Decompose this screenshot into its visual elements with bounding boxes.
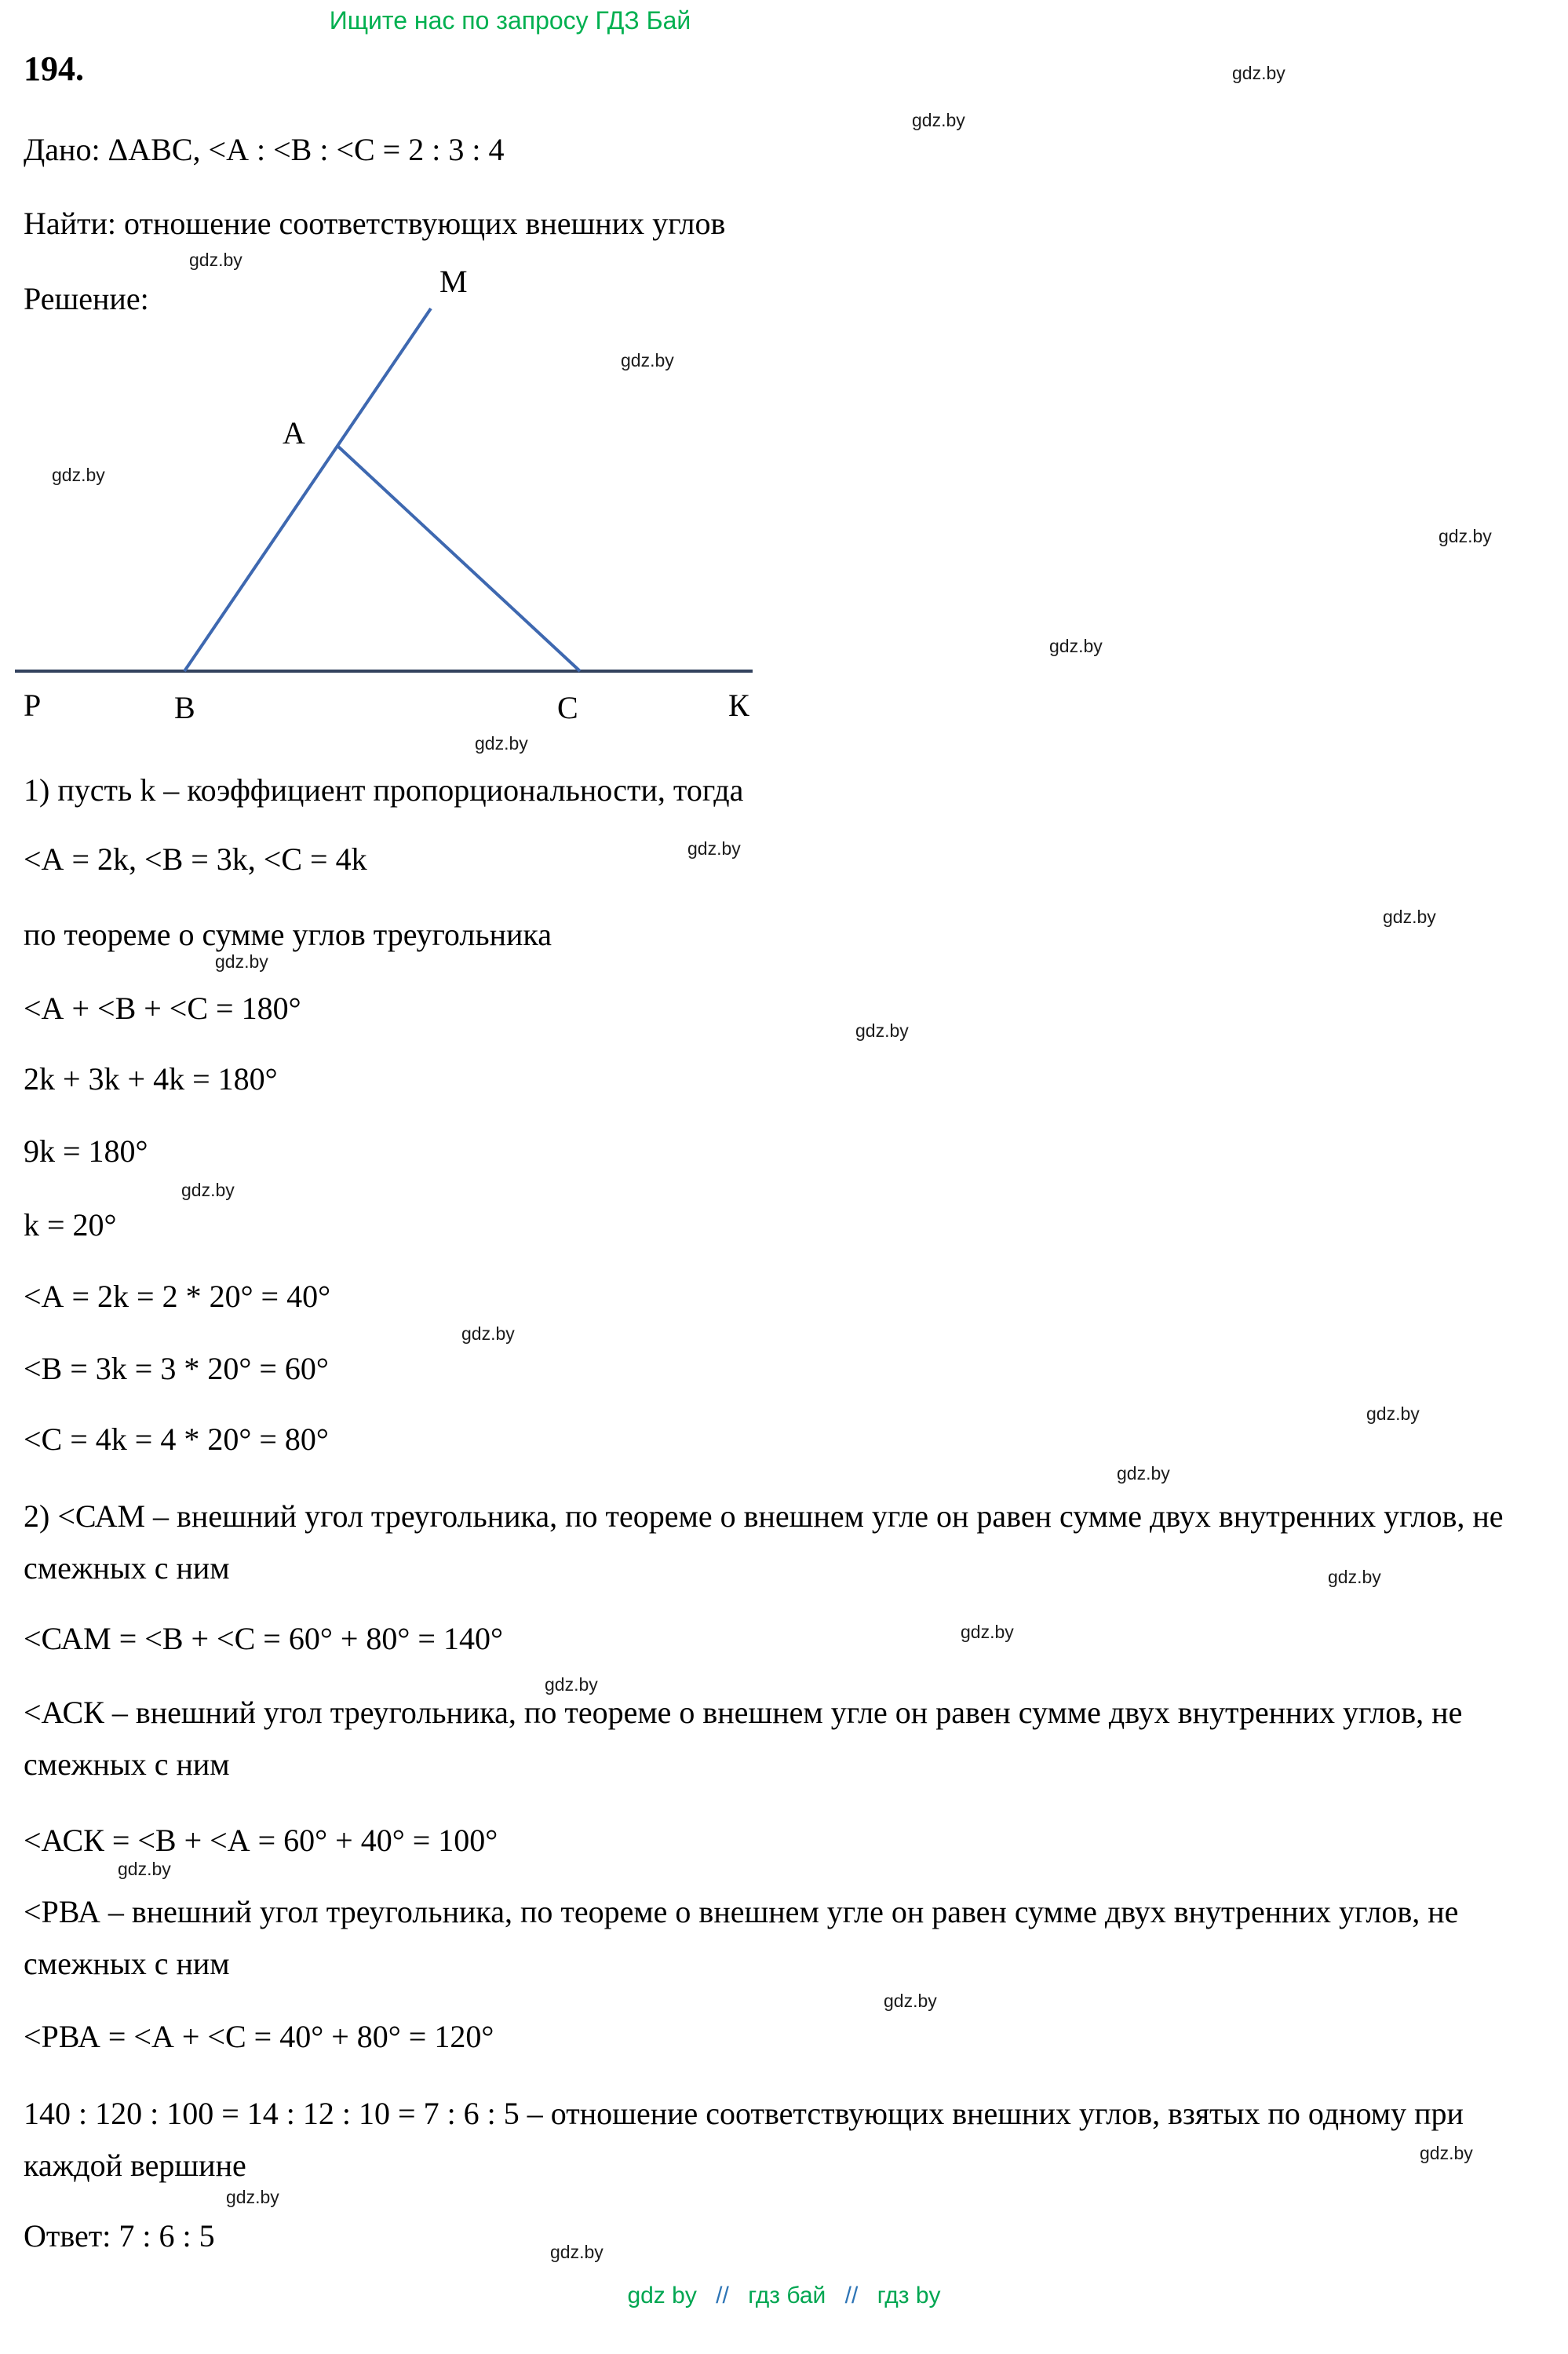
- promo-banner: Ищите нас по запросу ГДЗ Бай: [329, 6, 691, 35]
- triangle-diagram: [0, 259, 785, 730]
- watermark: gdz.by: [621, 350, 674, 370]
- watermark: gdz.by: [1328, 1567, 1381, 1587]
- watermark: gdz.by: [461, 1323, 515, 1344]
- solution-line: <РВА – внешний угол треугольника, по теореме о внешнем угле он равен сумме двух внутренних углов, не смежных с ним: [24, 1894, 1459, 1981]
- find-line: Найти: отношение соответствующих внешних углов: [24, 206, 726, 241]
- watermark: gdz.by: [475, 733, 528, 754]
- footer-text-gdz-by-2: гдз by: [877, 2283, 941, 2308]
- watermark: gdz.by: [687, 838, 741, 859]
- watermark: gdz.by: [912, 110, 965, 130]
- watermark: gdz.by: [1232, 63, 1285, 83]
- diagram-label-A: А: [283, 415, 305, 451]
- problem-number: 194.: [24, 49, 84, 88]
- diagram-label-B: В: [174, 690, 195, 725]
- solution-line: <А + <В + <С = 180°: [24, 991, 301, 1026]
- watermark: gdz.by: [545, 1674, 598, 1695]
- watermark: gdz.by: [1049, 636, 1103, 656]
- watermark: gdz.by: [550, 2242, 603, 2262]
- diagram-label-M: М: [439, 264, 468, 299]
- solution-line: <АСК = <В + <А = 60° + 40° = 100°: [24, 1823, 498, 1858]
- footer-text-gdz-by-1: gdz by: [627, 2283, 697, 2308]
- solution-line: <С = 4k = 4 * 20° = 80°: [24, 1422, 329, 1457]
- watermark: gdz.by: [215, 951, 268, 972]
- watermark: gdz.by: [1117, 1463, 1170, 1484]
- watermark: gdz.by: [226, 2187, 279, 2207]
- diagram-label-K: К: [728, 688, 749, 723]
- answer-line: Ответ: 7 : 6 : 5: [24, 2218, 215, 2254]
- solution-line: 1) пусть k – коэффициент пропорциональности, тогда: [24, 772, 744, 808]
- footer-text-gdz-bai: гдз бай: [748, 2283, 826, 2308]
- solution-line: 140 : 120 : 100 = 14 : 12 : 10 = 7 : 6 : 5 – отношение соответствующих внешних углов, взятых по одному при каждой вершине: [24, 2096, 1464, 2183]
- footer-separator-2: //: [844, 2283, 859, 2308]
- solution-line: <РВА = <А + <С = 40° + 80° = 120°: [24, 2019, 494, 2054]
- diagram-label-P: Р: [24, 688, 42, 723]
- solution-line: 9k = 180°: [24, 1133, 148, 1169]
- diagram-line-BM: [184, 308, 431, 671]
- solution-line: <АСК – внешний угол треугольника, по теореме о внешнем угле он равен сумме двух внутренних углов, не смежных с ним: [24, 1695, 1463, 1782]
- watermark: gdz.by: [189, 250, 242, 270]
- solution-label: Решение:: [24, 281, 149, 316]
- solution-line: 2) <САМ – внешний угол треугольника, по теореме о внешнем угле он равен сумме двух внутренних углов, не смежных с ним: [24, 1498, 1504, 1586]
- watermark: gdz.by: [884, 1991, 937, 2011]
- watermark: gdz.by: [1420, 2143, 1473, 2163]
- watermark: gdz.by: [1366, 1403, 1420, 1424]
- watermark: gdz.by: [181, 1180, 235, 1200]
- solution-line: <В = 3k = 3 * 20° = 60°: [24, 1351, 329, 1386]
- watermark: gdz.by: [855, 1020, 909, 1041]
- solution-line: 2k + 3k + 4k = 180°: [24, 1061, 278, 1097]
- footer-separator-1: //: [716, 2283, 729, 2308]
- solution-line: <А = 2k, <В = 3k, <С = 4k: [24, 841, 367, 877]
- watermark: gdz.by: [1439, 526, 1492, 546]
- diagram-line-AC: [337, 446, 580, 671]
- watermark: gdz.by: [1383, 907, 1436, 927]
- watermark: gdz.by: [961, 1622, 1014, 1642]
- footer: [0, 2283, 1568, 2309]
- watermark: gdz.by: [52, 465, 105, 485]
- solution-line: <САМ = <В + <С = 60° + 80° = 140°: [24, 1621, 503, 1656]
- diagram-label-C: С: [557, 690, 578, 725]
- solution-line: по теореме о сумме углов треугольника: [24, 917, 552, 952]
- solution-line: k = 20°: [24, 1207, 117, 1243]
- given-line: Дано: ΔАВС, <А : <В : <С = 2 : 3 : 4: [24, 132, 505, 167]
- watermark: gdz.by: [118, 1859, 171, 1879]
- solution-line: <А = 2k = 2 * 20° = 40°: [24, 1279, 331, 1314]
